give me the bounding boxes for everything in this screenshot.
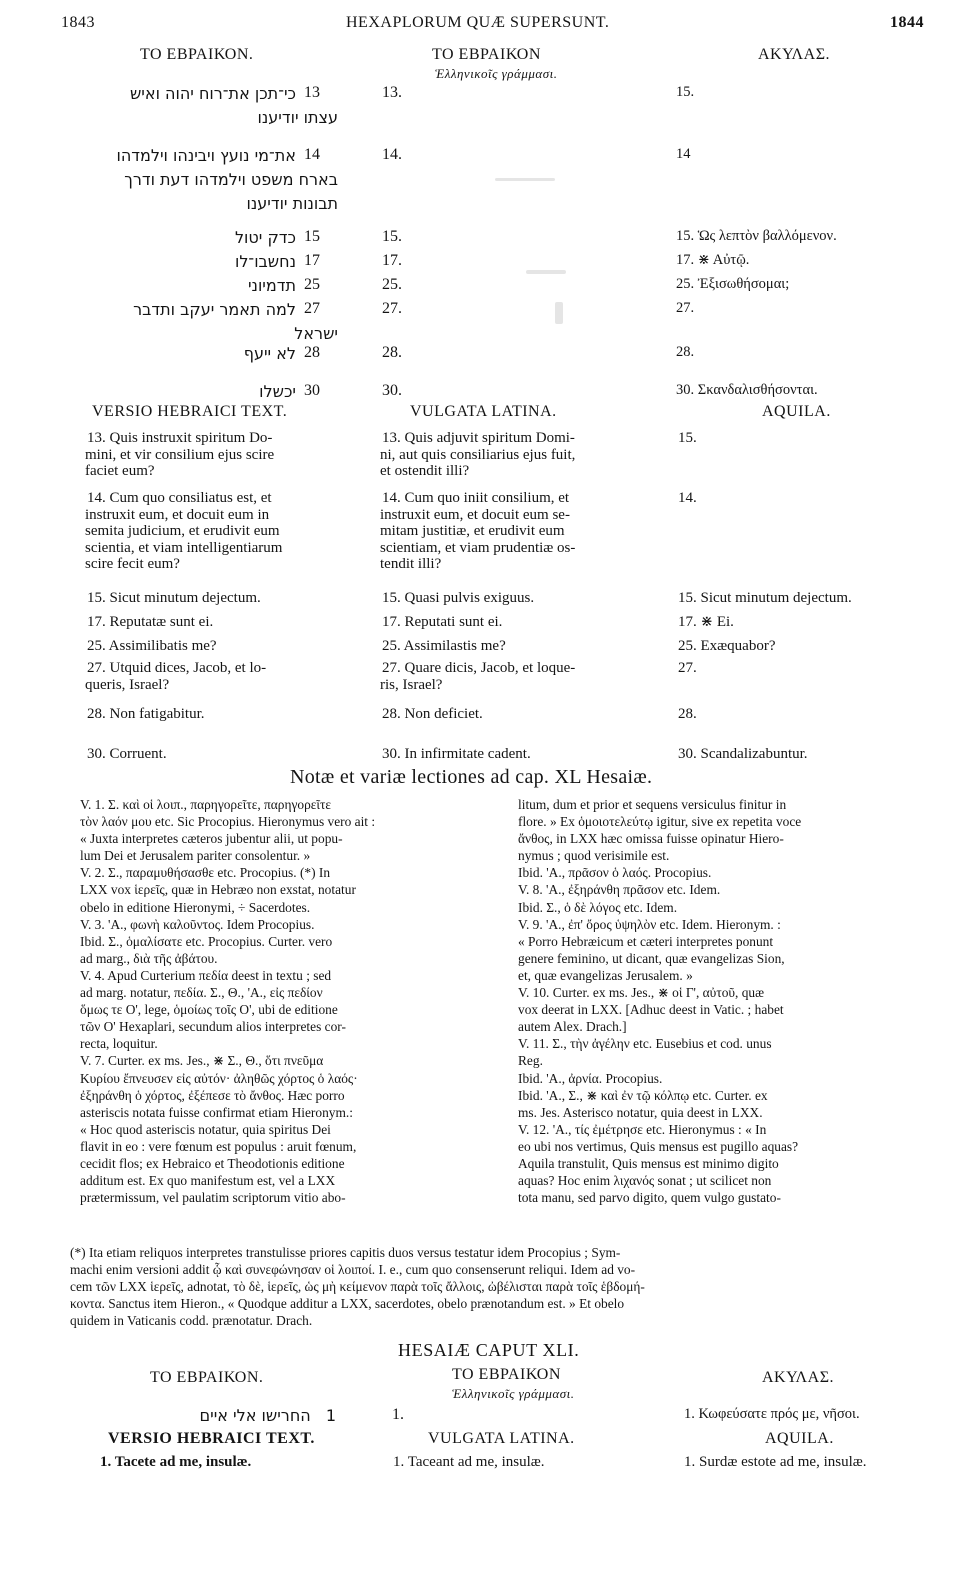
aquila-greek-verse: 28. xyxy=(676,344,695,360)
note-line: Ibid. Σ., ὁ δὲ λόγος etc. Idem. xyxy=(518,899,678,915)
translit-verse-number: 28. xyxy=(382,344,402,361)
note-line: lum Dei et Jerusalem pariter consolentur. » xyxy=(80,848,311,864)
hebrew-verse-number: 13 xyxy=(304,84,320,101)
latin-left-line: mini, et vir consilium ejus scire xyxy=(85,446,275,463)
latin-mid-line: 14. Cum quo iniit consilium, et xyxy=(382,490,570,506)
footnote-line: cem τῶν LXX ἱερεῖς, adnotat, τὸ δὲ, ἱερεῖς, ὡς μὴ κείμενον παρὰ τοῖς ἄλλοις, ὠβέλισται παρὰ τοῖς ἑβδομή- xyxy=(70,1279,645,1295)
note-line: V. 1. Σ. καὶ οἱ λοιπ., παρηγορεῖτε, παρηγορεῖτε xyxy=(80,797,332,812)
translit-verse-number: 14. xyxy=(382,146,402,163)
versio-head-left: VERSIO HEBRAICI TEXT. xyxy=(92,403,288,420)
col-head-translit: ΤΟ ΕΒΡΑΙΚΟΝ xyxy=(432,46,541,63)
latin-mid-line: 25. Assimilastis me? xyxy=(382,638,506,654)
footnote-line: machi enim versioni addit ᾧ καὶ συνεφώνησαν οἱ λοιποί. I. e., cum quo consenserunt reliqui. Idem ad vo- xyxy=(70,1262,636,1278)
latin-right-line: 30. Scandalizabuntur. xyxy=(678,746,808,762)
note-line: ἐξηράνθη ὁ χόρτος, ἐξέπεσε τὸ ἄνθος. Hæc porro xyxy=(80,1087,345,1103)
note-line: Reg. xyxy=(518,1053,543,1069)
footnote-line: quidem in Vaticanis codd. prænotatur. Drach. xyxy=(70,1313,313,1329)
note-line: genere feminino, ut dicant, quæ evangelizas Sion, xyxy=(518,950,785,966)
latin-left-line: 25. Assimilibatis me? xyxy=(87,638,217,654)
ch41-translit-verse: 1. xyxy=(392,1406,404,1423)
note-line: asteriscis notata fuisse confirmat etiam Hieronym.: xyxy=(80,1104,353,1120)
note-line: recta, loquitur. xyxy=(80,1036,158,1052)
note-line: τὸν λαόν μου etc. Sic Procopius. Hieronymus vero ait : xyxy=(80,814,376,830)
hebrew-line: בארח משפט וילמדהו דעת ודרך xyxy=(124,170,338,189)
aquila-greek-verse: 14 xyxy=(676,146,691,162)
latin-right-line: 17. ⋇ Ei. xyxy=(678,614,734,630)
latin-mid-line: tendit illi? xyxy=(380,556,442,572)
latin-right-line: 15. xyxy=(678,430,697,446)
footnote xyxy=(70,1244,942,1329)
latin-left-line: faciet eum? xyxy=(85,463,155,479)
ch41-col-head-translit-sub: Ἑλληνικοῖς γράμμασι. xyxy=(452,1386,575,1401)
note-line: V. 9. 'Α., ἐπ' ὄρος ὑψηλὸν etc. Idem. Hieronym. : xyxy=(518,916,781,932)
note-line: « Porro Hebræicum et cæteri interpretes ponunt xyxy=(518,933,774,949)
hebrew-line: נחשבו־לו xyxy=(234,252,296,271)
ink-smudge xyxy=(495,178,555,181)
versio-head-mid: VULGATA LATINA. xyxy=(410,403,557,420)
latin-mid-line: 27. Quare dicis, Jacob, et loque- xyxy=(382,660,576,676)
latin-left-line: scire fecit eum? xyxy=(85,556,180,572)
latin-left-line: scientia, et viam intelligentiarum xyxy=(85,539,283,556)
page-number-right: 1844 xyxy=(890,14,924,31)
note-line: obelo in editione Hieronymi, ÷ Sacerdotes. xyxy=(80,899,311,915)
footnote-line: κοντα. Sanctus item Hieron., « Quodque additur a LXX, sacerdotes, obelo prænotandum est. » Et obelo xyxy=(70,1296,625,1312)
latin-left-line: 28. Non fatigabitur. xyxy=(87,706,205,722)
note-line: V. 4. Apud Curterium πεδία deest in textu ; sed xyxy=(80,967,332,983)
latin-mid-line: 28. Non deficiet. xyxy=(382,706,483,722)
hebrew-verse-number: 30 xyxy=(304,382,320,399)
footnote-line: (*) Ita etiam reliquos interpretes transtulisse priores capitis duos versus testatur idem Procopius ; Sym- xyxy=(70,1245,621,1260)
note-line: Aquila transtulit, Quis mensus est minimo digito xyxy=(518,1155,779,1171)
hebrew-line: ישראל xyxy=(294,324,338,343)
note-line: nymus ; quod verisimile est. xyxy=(518,848,670,864)
note-line: V. 12. 'Α., τίς ἐμέτρησε etc. Hieronymus : « In xyxy=(518,1121,767,1137)
page-number-left: 1843 xyxy=(61,14,95,31)
note-line: vox deerat in LXX. [Adhuc deest in Vatic. ; habet xyxy=(518,1002,784,1018)
hebrew-line: כדק יטול xyxy=(234,228,296,247)
latin-right-line: 15. Sicut minutum dejectum. xyxy=(678,590,852,606)
translit-verse-number: 15. xyxy=(382,228,402,245)
latin-mid-line: 13. Quis adjuvit spiritum Domi- xyxy=(382,430,575,446)
ch41-col-head-translit: ΤΟ ΕΒΡΑΙΚΟΝ xyxy=(452,1366,561,1383)
hebrew-line: יכשלו xyxy=(259,382,296,401)
ink-smudge xyxy=(555,302,563,324)
note-line: V. 3. 'Α., φωνὴ καλοῦντος. Idem Procopius. xyxy=(80,916,315,932)
note-line: ad marg., διὰ τῆς ἀβάτου. xyxy=(80,950,218,966)
notes-right-column xyxy=(518,796,942,1206)
note-line: et, quæ evangelizas Jerusalem. » xyxy=(518,967,693,983)
note-line: flavit in eo : vere fœnum est populus : aruit fœnum, xyxy=(80,1138,357,1154)
note-line: ὅμως τε Ο', lege, ὁμοίως τοῖς Ο', ubi de editione xyxy=(80,1002,338,1018)
ch41-latin-mid: 1. Taceant ad me, insulæ. xyxy=(393,1454,545,1470)
translit-verse-number: 13. xyxy=(382,84,402,101)
versio-head-right: AQUILA. xyxy=(762,403,831,420)
note-line: V. 8. 'Α., ἐξηράνθη πρᾶσον etc. Idem. xyxy=(518,882,721,898)
note-line: V. 11. Σ., τὴν ἀγέλην etc. Eusebius et cod. unus xyxy=(518,1036,772,1052)
latin-mid-line: mitam justitiæ, et erudivit eum xyxy=(380,523,565,539)
translit-verse-number: 27. xyxy=(382,300,402,317)
note-line: ad marg. notatur, πεδία. Σ., Θ., 'Α., εἰς πεδίον xyxy=(80,985,323,1001)
translit-verse-number: 30. xyxy=(382,382,402,399)
hebrew-line: תדמיוני xyxy=(247,276,296,295)
latin-mid-line: instruxit eum, et docuit eum se- xyxy=(380,506,570,523)
latin-mid-line: 15. Quasi pulvis exiguus. xyxy=(382,590,535,606)
hebrew-verse-number: 27 xyxy=(304,300,320,317)
note-line: ἄνθος, in LXX hæc omissa fuisse opinatur Hiero- xyxy=(518,831,784,847)
note-line: cecidit flos; ex Hebraico et Theodotionis editione xyxy=(80,1155,345,1171)
note-line: V. 10. Curter. ex ms. Jes., ⋇ οἱ Γ', αὐτοῦ, quæ xyxy=(518,985,765,1001)
notes-left-column xyxy=(80,796,498,1206)
latin-mid-line: et ostendit illi? xyxy=(380,463,470,479)
hebrew-line: לא ייעף xyxy=(243,344,296,363)
aquila-greek-verse: 30. Σκανδαλισθήσονται. xyxy=(676,382,818,398)
latin-mid-line: ris, Israel? xyxy=(380,676,443,693)
note-line: aquas? Hoc enim λιχανός sonat ; ut scilicet non xyxy=(518,1173,772,1189)
ch41-versio-head-mid: VULGATA LATINA. xyxy=(428,1430,575,1447)
hebrew-line: תבונות יודיענו xyxy=(246,194,338,213)
note-line: Κυρίου ἔπνευσεν εἰς αὐτόν· ἀληθῶς χόρτος ὁ λαός· xyxy=(80,1070,358,1086)
note-line: tota manu, sed parvo digito, quem vulgo gustato- xyxy=(518,1190,781,1206)
latin-mid-line: 17. Reputati sunt ei. xyxy=(382,614,503,630)
col-head-hebrew: ΤΟ ΕΒΡΑΙΚΟΝ. xyxy=(140,46,254,63)
latin-mid-line: scientiam, et viam prudentiæ os- xyxy=(380,539,576,556)
latin-right-line: 14. xyxy=(678,490,697,506)
ch41-versio-head-right: AQUILA. xyxy=(765,1430,834,1447)
latin-mid-line: 30. In infirmitate cadent. xyxy=(382,746,531,762)
latin-right-line: 27. xyxy=(678,660,697,676)
latin-left-line: 13. Quis instruxit spiritum Do- xyxy=(87,430,273,446)
latin-left-line: 27. Utquid dices, Jacob, et lo- xyxy=(87,660,267,676)
aquila-greek-verse: 15. Ὡς λεπτὸν βαλλόμενον. xyxy=(676,228,837,244)
latin-left-line: 14. Cum quo consiliatus est, et xyxy=(87,490,272,506)
ch41-latin-right: 1. Surdæ estote ad me, insulæ. xyxy=(684,1454,867,1470)
note-line: additum est. Ex quo manifestum est, vel a LXX xyxy=(80,1173,336,1189)
note-line: Ibid. 'Α., πρᾶσον ὁ λαός. Procopius. xyxy=(518,865,712,881)
latin-left-line: semita judicium, et erudivit eum xyxy=(85,523,280,539)
latin-left-line: 17. Reputatæ sunt ei. xyxy=(87,614,214,630)
latin-right-line: 28. xyxy=(678,706,697,722)
latin-mid-line: ni, aut quis consiliarius ejus fuit, xyxy=(380,446,576,463)
ch41-hebrew-verse-number: 1 xyxy=(325,1406,336,1425)
note-line: « Hoc quod asteriscis notatur, quia spiritus Dei xyxy=(80,1121,331,1137)
col-head-translit-sub: Ἑλληνικοῖς γράμμασι. xyxy=(435,66,558,81)
note-line: ms. Jes. Asterisco notatur, quia deest in LXX. xyxy=(518,1104,763,1120)
notes-title: Notæ et variæ lectiones ad cap. XL Hesaiæ. xyxy=(290,766,653,788)
chapter-title: HESAIÆ CAPUT XLI. xyxy=(398,1340,580,1360)
note-line: Ibid. 'Α., Σ., ⋇ καὶ ἐν τῷ κόλπῳ etc. Curter. ex xyxy=(518,1087,768,1103)
note-line: Ibid. 'Α., ἀρνία. Procopius. xyxy=(518,1070,663,1086)
hebrew-verse-number: 25 xyxy=(304,276,320,293)
hebrew-line: עצתו יודיענו xyxy=(257,108,338,127)
aquila-greek-verse: 25. Ἐξισωθήσομαι; xyxy=(676,276,790,292)
ch41-versio-head-left: VERSIO HEBRAICI TEXT. xyxy=(108,1430,315,1447)
latin-left-line: 15. Sicut minutum dejectum. xyxy=(87,590,261,606)
ch41-latin-left: 1. Tacete ad me, insulæ. xyxy=(100,1454,252,1470)
latin-right-line: 25. Exæquabor? xyxy=(678,638,776,654)
ch41-hebrew-verse-text: החרישו אלי איים xyxy=(199,1406,311,1425)
aquila-greek-verse: 15. xyxy=(676,84,695,100)
note-line: « Juxta interpretes cæteros jubentur alii, ut popu- xyxy=(80,831,343,847)
latin-left-line: queris, Israel? xyxy=(85,676,170,693)
running-title: HEXAPLORUM QUÆ SUPERSUNT. xyxy=(346,14,610,31)
note-line: V. 7. Curter. ex ms. Jes., ⋇ Σ., Θ., ὅτι πνεῦμα xyxy=(80,1053,324,1069)
note-line: τῶν Ο' Hexaplari, secundum alios interpretes cor- xyxy=(80,1019,346,1035)
ch41-col-head-hebrew: ΤΟ ΕΒΡΑΙΚΟΝ. xyxy=(150,1369,264,1386)
aquila-greek-verse: 17. ⋇ Αὐτῷ. xyxy=(676,252,750,268)
translit-verse-number: 25. xyxy=(382,276,402,293)
note-line: Ibid. Σ., ὁμαλίσατε etc. Procopius. Curter. vero xyxy=(80,933,333,949)
hebrew-verse-number: 14 xyxy=(304,146,320,163)
aquila-greek-verse: 27. xyxy=(676,300,695,316)
translit-verse-number: 17. xyxy=(382,252,402,269)
col-head-aquila: ΑΚΥΛΑΣ. xyxy=(758,46,831,63)
ch41-col-head-aquila: ΑΚΥΛΑΣ. xyxy=(762,1369,835,1386)
note-line: V. 2. Σ., παραμυθήσασθε etc. Procopius. (*) In xyxy=(80,865,331,881)
hebrew-verse-number: 15 xyxy=(304,228,320,245)
ch41-aquila-verse: 1. Κωφεύσατε πρός με, νῆσοι. xyxy=(684,1406,860,1422)
hebrew-verse-number: 28 xyxy=(304,344,320,361)
ch41-hebrew-text xyxy=(150,1406,336,1425)
note-line: flore. » Ex ὁμοιοτελεύτῳ igitur, sive ex repetita voce xyxy=(518,814,802,830)
note-line: eo ubi nos vertimus, Quis mensus est pugillo aquas? xyxy=(518,1138,799,1154)
note-line: litum, dum et prior et sequens versiculus finitur in xyxy=(518,797,787,812)
latin-left-line: 30. Corruent. xyxy=(87,746,167,762)
ink-smudge xyxy=(526,270,566,274)
latin-left-line: instruxit eum, et docuit eum in xyxy=(85,506,270,523)
note-line: LXX vox ἱερεῖς, quæ in Hebræo non exstat, notatur xyxy=(80,882,356,898)
hebrew-line: כי־תכן את־רוח יהוה ואיש xyxy=(129,84,296,103)
note-line: autem Alex. Drach.] xyxy=(518,1019,627,1035)
note-line: prætermissum, vel paulatim scriptorum vitio abo- xyxy=(80,1190,346,1206)
hebrew-verse-number: 17 xyxy=(304,252,320,269)
hebrew-line: את־מי נועץ ויבינהו וילמדהו xyxy=(116,146,296,165)
hebrew-line: למה תאמר יעקב ותדבר xyxy=(133,300,296,319)
